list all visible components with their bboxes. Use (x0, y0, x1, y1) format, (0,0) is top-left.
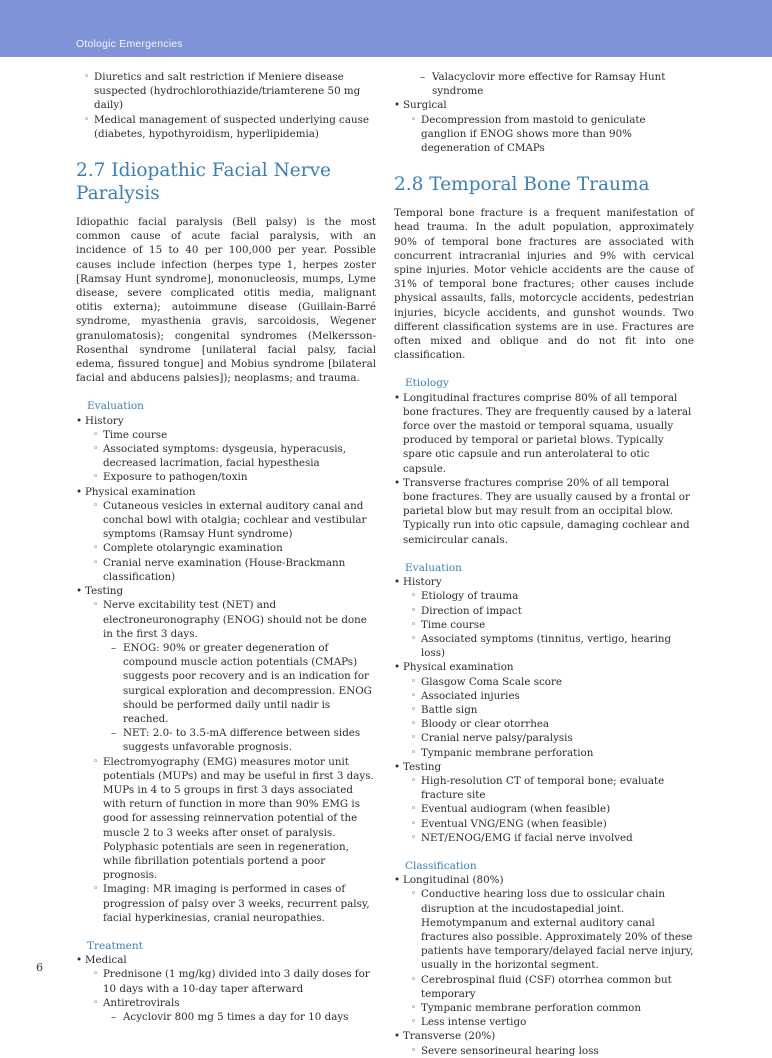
list-item: ◦ Severe sensorineural hearing loss (403, 1044, 694, 1058)
list-item: • Physical examination ◦ Cutaneous vesicles in external auditory canal and conchal bowl with otalgia; cochlear and vestibular symptoms (Ramsay Hunt syndrome) ◦ Complete otolaryngic examination ◦ Cranial nerve examination (House-Brackmann classification) (76, 485, 376, 584)
list-item: • Longitudinal fractures comprise 80% of all temporal bone fractures. They are frequently caused by a lateral force over the mastoid or temporal squama, usually produced by temporal or parietal blows. Typically spare otic capsule and run anterolateral to otic capsule. (394, 391, 694, 476)
right-column (394, 70, 694, 1058)
list-item: ◦ Time course (85, 428, 376, 442)
list-item: ◦ Nerve excitability test (NET) and electroneuronography (ENOG) should not be done in the first 3 days. – ENOG: 90% or greater degeneration of compound muscle action potentials (CMAPs) suggests poor recovery and is an indication for surgical exploration and decompression. ENOG should be performed daily until nadir is reached. – NET: 2.0- to 3.5-mA difference between sides suggests unfavorable prognosis. (85, 598, 376, 754)
subheading-evaluation: Evaluation (87, 400, 144, 413)
running-header-title: Otologic Emergencies (76, 38, 183, 50)
list-item: • Transverse fractures comprise 20% of all temporal bone fractures. They are usually caused by a frontal or parietal blow but may result from an occipital blow. Typically run into otic capsule, damaging cochlear and semicircular canals. (394, 476, 694, 547)
list-item: ◦ Eventual VNG/ENG (when feasible) (403, 817, 694, 831)
list-item: ◦ Cerebrospinal fluid (CSF) otorrhea common but temporary (403, 973, 694, 1001)
list-item: • History ◦ Time course ◦ Associated symptoms: dysgeusia, hyperacusis, decreased lacrimation, facial hypesthesia ◦ Exposure to pathogen/toxin (76, 414, 376, 485)
section-heading-2-7: 2.7 Idiopathic Facial Nerve Paralysis (76, 160, 331, 205)
list-item: • Medical ◦ Prednisone (1 mg/kg) divided into 3 daily doses for 10 days with a 10-day taper afterward ◦ Antiretrovirals – Acyclovir 800 mg 5 times a day for 10 days (76, 953, 376, 1024)
evaluation-list (76, 414, 376, 925)
list-item: • Physical examination ◦ Glasgow Coma Scale score ◦ Associated injuries ◦ Battle sign ◦ Bloody or clear otorrhea ◦ Cranial nerve palsy/paralysis ◦ Tympanic membrane perforation (394, 660, 694, 759)
list-item: • History ◦ Etiology of trauma ◦ Direction of impact ◦ Time course ◦ Associated symptoms (tinnitus, vertigo, hearing loss) (394, 575, 694, 660)
list-item: ◦ Diuretics and salt restriction if Meniere disease suspected (hydrochlorothiazide/triamterene 50 mg daily) (76, 70, 376, 113)
list-item: ◦ NET/ENOG/EMG if facial nerve involved (403, 831, 694, 845)
etiology-list (394, 391, 694, 547)
running-header (0, 0, 772, 57)
list-item: ◦ Conductive hearing loss due to ossicular chain disruption at the incudostapedial joint. Hemotympanum and external auditory canal fractures also possible. Approximately 20% of these patients have temporary/delayed facial nerve injury, usually in the horizontal segment. (403, 887, 694, 972)
list-item: ◦ Less intense vertigo (403, 1015, 694, 1029)
evaluation-list (394, 575, 694, 845)
subheading-classification: Classification (405, 859, 477, 872)
list-item: • Testing ◦ Nerve excitability test (NET) and electroneuronography (ENOG) should not be done in the first 3 days. – ENOG: 90% or greater degeneration of compound muscle action potentials (CMAPs) suggests poor recovery and is an indication for surgical exploration and decompression. ENOG should be performed daily until nadir is reached. – NET: 2.0- to 3.5-mA difference between sides suggests unfavorable prognosis. ◦ Electromyography (EMG) measures motor unit potentials (MUPs) and may be useful in first 3 days. MUPs in 4 to 5 groups in first 3 days associated with return of function in more than 90% EMG is good for assessing reinnervation potential of the muscle 2 to 3 weeks after onset of paralysis. Polyphasic potentials are seen in regeneration, while fibrillation potentials portend a poor prognosis. ◦ Imaging: MR imaging is performed in cases of progression of palsy over 3 weeks, recurrent palsy, facial hyperkinesias, cranial neuropathies. (76, 584, 376, 925)
list-item: ◦ Exposure to pathogen/toxin (85, 470, 376, 484)
section-heading-2-8: 2.8 Temporal Bone Trauma (394, 174, 650, 196)
list-item: ◦ Direction of impact (403, 604, 694, 618)
list-item: – NET: 2.0- to 3.5-mA difference between sides suggests unfavorable prognosis. (103, 726, 376, 754)
list-item: ◦ Cranial nerve examination (House-Brackmann classification) (85, 556, 376, 584)
subheading-etiology: Etiology (405, 377, 449, 390)
list-item: ◦ Bloody or clear otorrhea (403, 717, 694, 731)
list-item: – Valacyclovir more effective for Ramsay Hunt syndrome (412, 70, 694, 98)
list-item: ◦ Cranial nerve palsy/paralysis (403, 731, 694, 745)
list-item: ◦ Complete otolaryngic examination (85, 541, 376, 555)
page-number: 6 (36, 961, 43, 974)
subheading-evaluation: Evaluation (405, 561, 462, 574)
list-item: ◦ Medical management of suspected underlying cause (diabetes, hypothyroidism, hyperlipidemia) (76, 113, 376, 141)
list-item: ◦ Associated injuries (403, 689, 694, 703)
list-item: • Surgical ◦ Decompression from mastoid to geniculate ganglion if ENOG shows more than 90% degeneration of CMAPs (394, 98, 694, 155)
list-item: ◦ Battle sign (403, 703, 694, 717)
list-item: ◦ Tympanic membrane perforation (403, 746, 694, 760)
list-item: ◦ Associated symptoms: dysgeusia, hyperacusis, decreased lacrimation, facial hypesthesia (85, 442, 376, 470)
section-intro: Idiopathic facial paralysis (Bell palsy) is the most common cause of acute facial paralysis, with an incidence of 15 to 40 per 100,000 per year. Possible causes include infection (herpes type 1, herpes zoster [Ramsay Hunt syndrome], mononucleosis, mumps, Lyme disease, severe complicated otitis media, malignant otitis externa); autoimmune disease (Guillain-Barré syndrome, myasthenia gravis, sarcoidosis, Wegener granulomatosis); congenital syndromes (Melkersson-Rosenthal syndrome [unilateral facial palsy, facial edema, fissured tongue] and Mobius syndrome [bilateral facial and abducens palsies]); neoplasms; and trauma. (76, 216, 376, 385)
list-item: ◦ Associated symptoms (tinnitus, vertigo, hearing loss) (403, 632, 694, 660)
list-item: ◦ Antiretrovirals – Acyclovir 800 mg 5 times a day for 10 days (85, 996, 376, 1024)
list-item: ◦ Electromyography (EMG) measures motor unit potentials (MUPs) and may be useful in first 3 days. MUPs in 4 to 5 groups in first 3 days associated with return of function in more than 90% EMG is good for assessing reinnervation potential of the muscle 2 to 3 weeks after onset of paralysis. Polyphasic potentials are seen in regeneration, while fibrillation potentials portend a poor prognosis. (85, 755, 376, 883)
subheading-treatment: Treatment (87, 939, 143, 952)
left-column (76, 70, 376, 1024)
list-item: ◦ High-resolution CT of temporal bone; evaluate fracture site (403, 774, 694, 802)
list-item: • Transverse (20%) ◦ Severe sensorineural hearing loss (394, 1029, 694, 1057)
list-item: ◦ Tympanic membrane perforation common (403, 1001, 694, 1015)
section-intro: Temporal bone fracture is a frequent manifestation of head trauma. In the adult population, approximately 90% of temporal bone fractures are associated with concurrent intracranial injuries and 9% with cervical spine injuries. Motor vehicle accidents are the cause of 31% of temporal bone fractures; other causes include physical assaults, falls, motorcycle accidents, pedestrian injuries, bicycle accidents, and gunshot wounds. Two different classification systems are in use. Fractures are often mixed and oblique and do not fit into one classification. (394, 207, 694, 362)
list-item: • Testing ◦ High-resolution CT of temporal bone; evaluate fracture site ◦ Eventual audiogram (when feasible) ◦ Eventual VNG/ENG (when feasible) ◦ NET/ENOG/EMG if facial nerve involved (394, 760, 694, 845)
list-item: ◦ Glasgow Coma Scale score (403, 675, 694, 689)
treatment-list (76, 953, 376, 1024)
classification-list (394, 873, 694, 1058)
list-item: ◦ Prednisone (1 mg/kg) divided into 3 daily doses for 10 days with a 10-day taper afterward (85, 967, 376, 995)
list-item: ◦ Cutaneous vesicles in external auditory canal and conchal bowl with otalgia; cochlear and vestibular symptoms (Ramsay Hunt syndrome) (85, 499, 376, 542)
list-item: • Longitudinal (80%) ◦ Conductive hearing loss due to ossicular chain disruption at the incudostapedial joint. Hemotympanum and external auditory canal fractures also possible. Approximately 20% of these patients have temporary/delayed facial nerve injury, usually in the horizontal segment. ◦ Cerebrospinal fluid (CSF) otorrhea common but temporary ◦ Tympanic membrane perforation common ◦ Less intense vertigo (394, 873, 694, 1029)
surgical-list (394, 98, 694, 155)
list-item: – ENOG: 90% or greater degeneration of compound muscle action potentials (CMAPs) suggests poor recovery and is an indication for surgical exploration and decompression. ENOG should be performed daily until nadir is reached. (103, 641, 376, 726)
list-item: ◦ Time course (403, 618, 694, 632)
list-item: ◦ Etiology of trauma (403, 589, 694, 603)
continued-list (76, 70, 376, 141)
list-item: – Acyclovir 800 mg 5 times a day for 10 days (103, 1010, 376, 1024)
list-item: ◦ Imaging: MR imaging is performed in cases of progression of palsy over 3 weeks, recurrent palsy, facial hyperkinesias, cranial neuropathies. (85, 882, 376, 925)
list-item: ◦ Decompression from mastoid to geniculate ganglion if ENOG shows more than 90% degeneration of CMAPs (403, 113, 694, 156)
continued-list (394, 70, 694, 98)
list-item: ◦ Eventual audiogram (when feasible) (403, 802, 694, 816)
